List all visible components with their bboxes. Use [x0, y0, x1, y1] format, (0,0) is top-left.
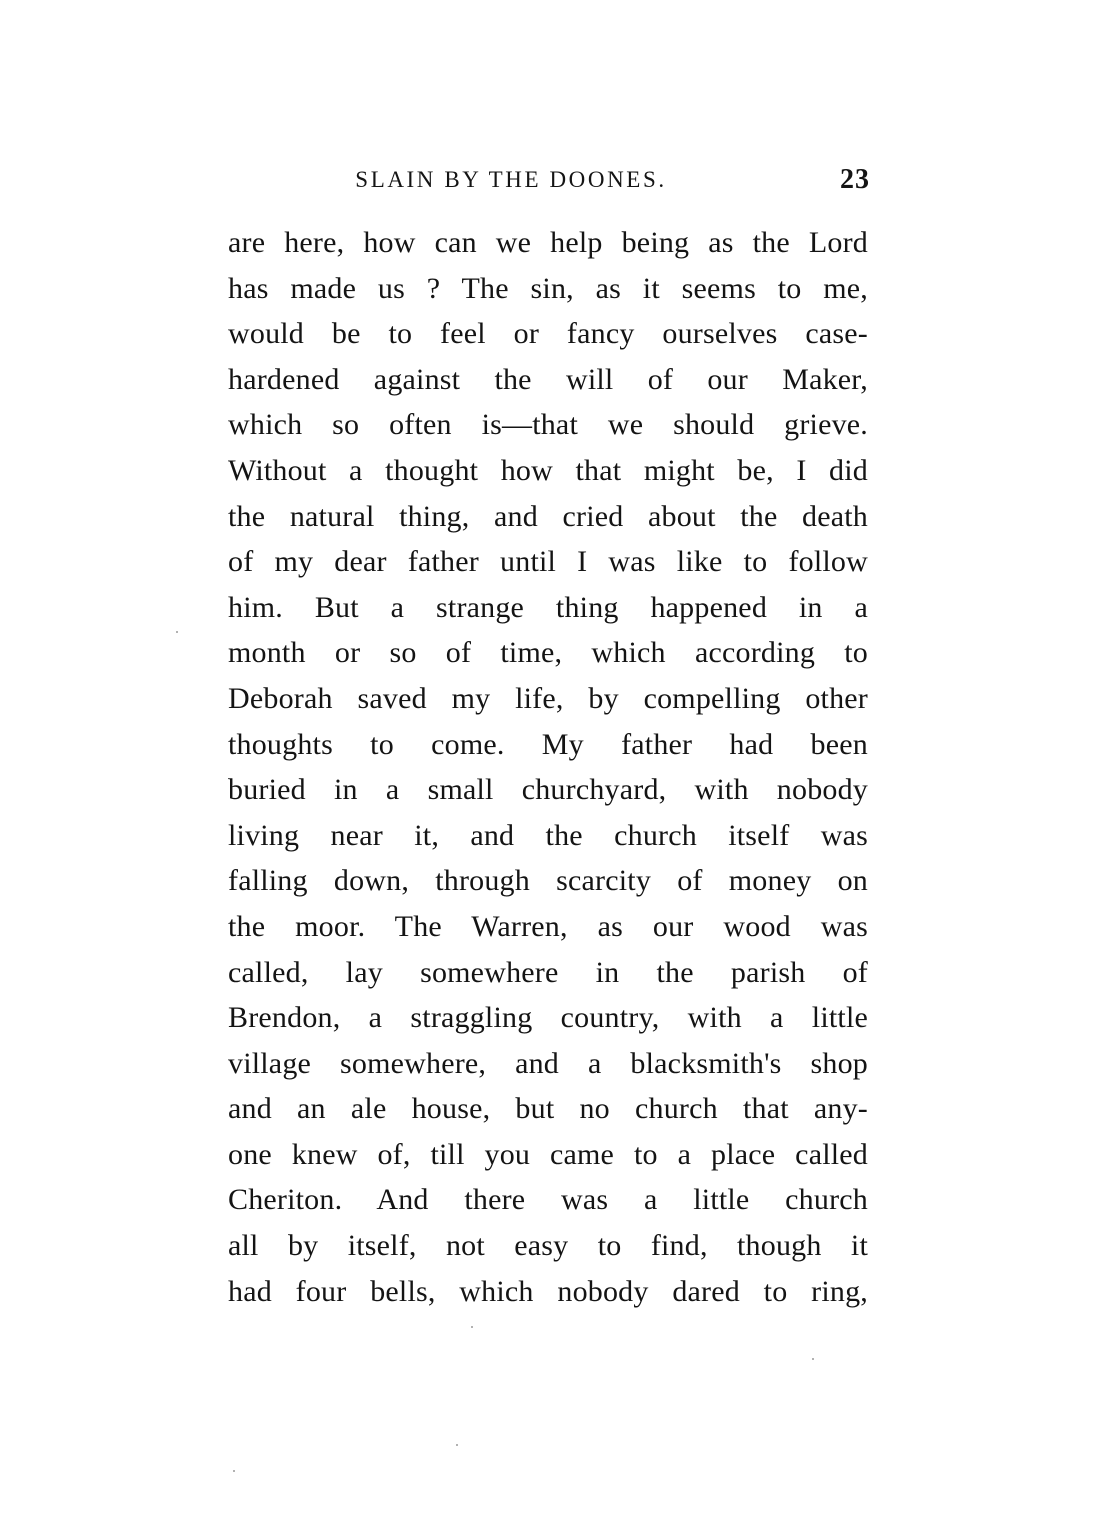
text-line: Without a thought how that might be, I did — [228, 453, 868, 487]
text-line: one knew of, till you came to a place called — [228, 1137, 868, 1171]
text-line: Brendon, a straggling country, with a little — [228, 1001, 868, 1035]
scan-speck — [812, 1358, 814, 1360]
text-line: all by itself, not easy to find, though it — [228, 1229, 868, 1263]
text-line: which so often is—that we should grieve. — [228, 408, 868, 442]
text-line: thoughts to come. My father had been — [228, 727, 868, 761]
running-title — [228, 160, 870, 200]
text-line: are here, how can we help being as the Lord — [228, 226, 868, 259]
text-line: living near it, and the church itself was — [228, 818, 868, 852]
text-line: him. But a strange thing happened in a — [228, 590, 868, 624]
text-line: month or so of time, which according to — [228, 636, 868, 670]
text-line: the moor. The Warren, as our wood was — [228, 909, 868, 943]
scan-speck — [456, 1444, 458, 1446]
text-line: village somewhere, and a blacksmith's shop — [228, 1046, 868, 1080]
text-line: and an ale house, but no church that any- — [228, 1092, 868, 1126]
running-title-text: SLAIN BY THE DOONES. — [355, 167, 667, 192]
text-line: has made us ? The sin, as it seems to me, — [228, 271, 868, 305]
body-text — [228, 220, 868, 1314]
scan-speck — [471, 1326, 473, 1328]
text-line: Cheriton. And there was a little church — [228, 1183, 868, 1217]
page-number: 23 — [840, 164, 870, 195]
text-line: of my dear father until I was like to follow — [228, 545, 868, 579]
text-line: Deborah saved my life, by compelling other — [228, 681, 868, 715]
text-line: buried in a small churchyard, with nobody — [228, 773, 868, 807]
running-head — [228, 160, 870, 200]
text-line: hardened against the will of our Maker, — [228, 362, 868, 396]
text-line: had four bells, which nobody dared to ring, — [228, 1274, 868, 1308]
text-line: called, lay somewhere in the parish of — [228, 955, 868, 989]
scan-speck — [176, 631, 178, 633]
scan-speck — [233, 1470, 235, 1472]
text-line: the natural thing, and cried about the death — [228, 499, 868, 533]
text-line: falling down, through scarcity of money on — [228, 864, 868, 898]
text-line: would be to feel or fancy ourselves case- — [228, 317, 868, 351]
